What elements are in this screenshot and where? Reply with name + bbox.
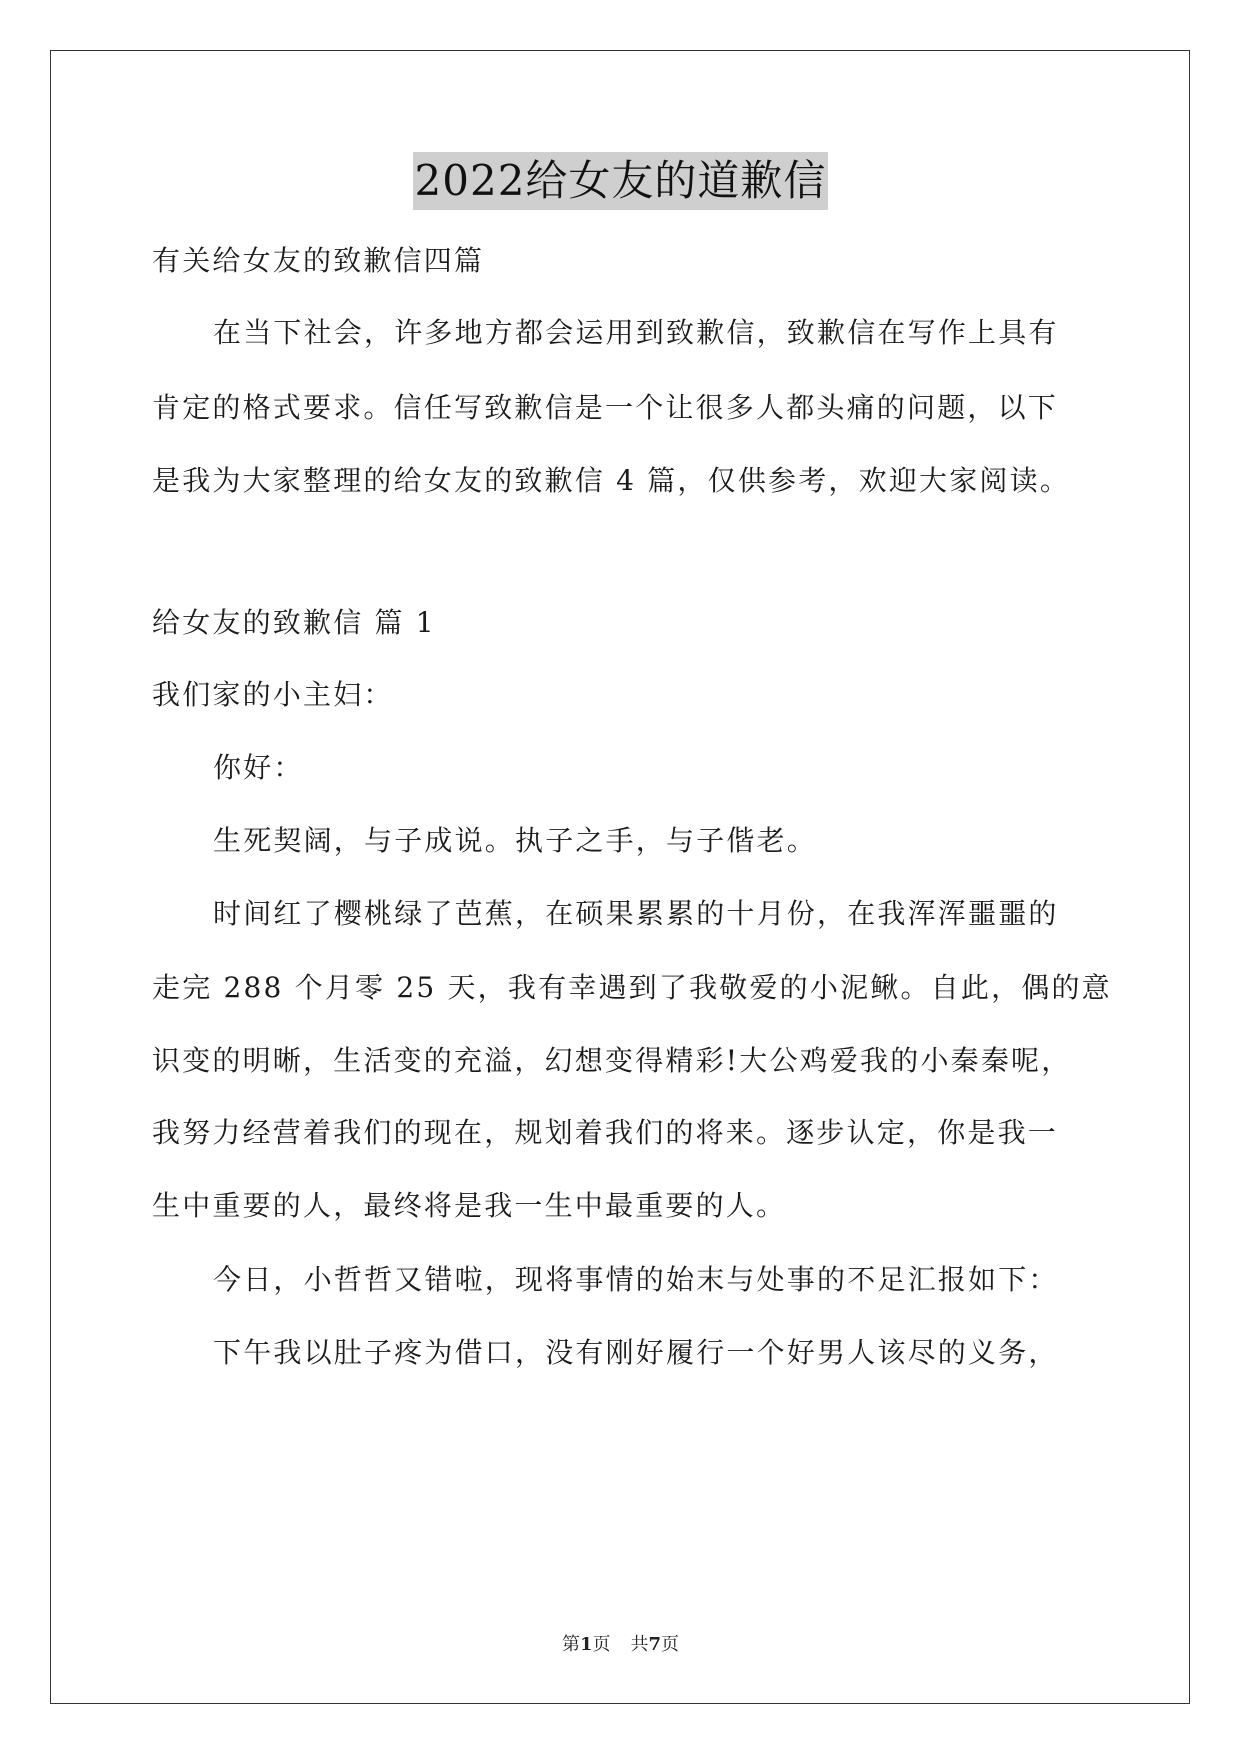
paragraph-line: 在当下社会，许多地方都会运用到致歉信，致歉信在写作上具有 xyxy=(213,316,1059,349)
paragraph-line: 肯定的格式要求。信任写致歉信是一个让很多人都头痛的问题，以下 xyxy=(152,391,1059,424)
title-container xyxy=(0,152,1241,210)
current-page-number: 1 xyxy=(579,1634,593,1655)
paragraph-line: 下午我以肚子疼为借口，没有刚好履行一个好男人该尽的义务， xyxy=(213,1336,1059,1369)
total-label-prefix: 共 xyxy=(630,1634,649,1655)
page-border xyxy=(50,50,1190,1704)
salutation-line: 我们家的小主妇： xyxy=(152,678,394,711)
subtitle-line: 有关给女友的致歉信四篇 xyxy=(152,244,485,277)
paragraph-line: 生死契阔，与子成说。执子之手，与子偕老。 xyxy=(213,824,818,857)
page-label-unit: 页 xyxy=(592,1634,611,1655)
paragraph-line: 时间红了樱桃绿了芭蕉，在硕果累累的十月份，在我浑浑噩噩的 xyxy=(213,897,1059,930)
paragraph-line: 走完 288 个月零 25 天，我有幸遇到了我敬爱的小泥鳅。自此，偶的意 xyxy=(152,971,1112,1004)
document-title: 2022给女友的道歉信 xyxy=(413,152,829,210)
paragraph-line: 生中重要的人，最终将是我一生中最重要的人。 xyxy=(152,1189,787,1222)
total-label-unit: 页 xyxy=(661,1634,680,1655)
paragraph-line: 识变的明晰，生活变的充溢，幻想变得精彩!大公鸡爱我的小秦秦呢， xyxy=(152,1044,1072,1077)
page-label-prefix: 第 xyxy=(561,1634,580,1655)
paragraph-line: 是我为大家整理的给女友的致歉信 4 篇，仅供参考，欢迎大家阅读。 xyxy=(152,464,1071,497)
total-page-number: 7 xyxy=(648,1634,662,1655)
page-footer xyxy=(0,1630,1241,1656)
greeting-line: 你好： xyxy=(213,751,304,784)
section-heading: 给女友的致歉信 篇 1 xyxy=(152,606,436,639)
paragraph-line: 今日，小哲哲又错啦，现将事情的始末与处事的不足汇报如下： xyxy=(213,1263,1059,1296)
paragraph-line: 我努力经营着我们的现在，规划着我们的将来。逐步认定，你是我一 xyxy=(152,1116,1059,1149)
